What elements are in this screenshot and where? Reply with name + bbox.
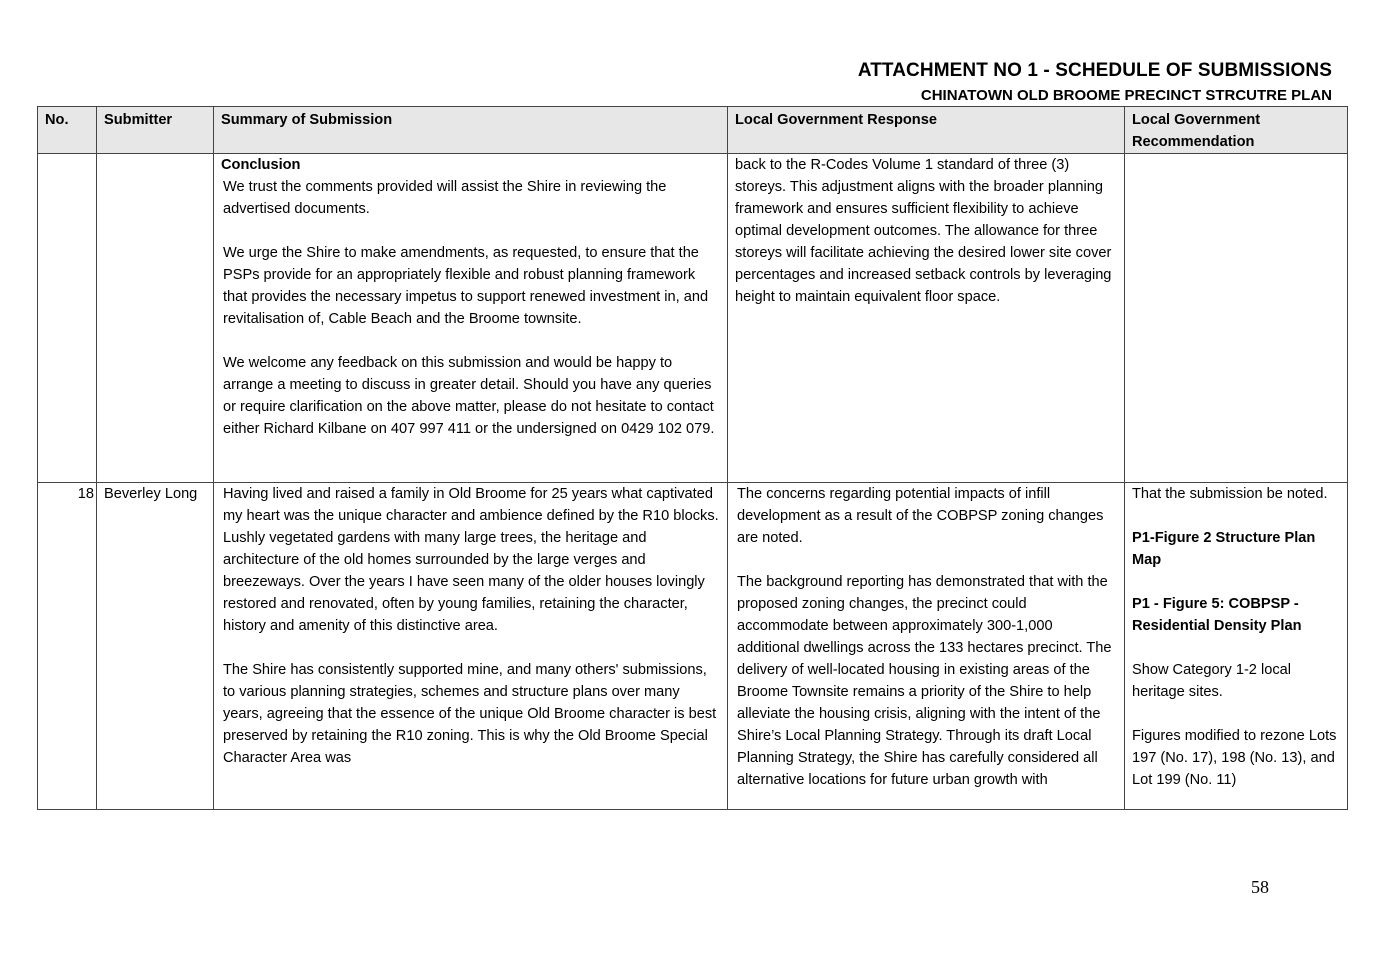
page-subtitle: CHINATOWN OLD BROOME PRECINCT STRCUTRE PLAN: [920, 87, 1332, 104]
column-header-summary: Summary of Submission: [214, 107, 728, 154]
recommendation-cell: [1125, 483, 1348, 810]
summary-paragraph: The Shire has consistently supported mine, and many others' submissions, to various planning strategies, schemes and structure plans over many years, agreeing that the essence of the unique Old Broome character is best preserved by retaining the R10 zoning. This is why the Old Broome Special Character Area was: [223, 662, 717, 766]
page-number: 58: [1251, 877, 1269, 897]
summary-cell: [214, 483, 728, 810]
response-paragraph: The concerns regarding potential impacts of infill development as a result of the COBPSP zoning changes are noted.: [737, 486, 1104, 546]
column-header-no: No.: [38, 107, 97, 154]
recommendation-cell: [1125, 154, 1348, 483]
submission-number-cell: [38, 154, 97, 483]
response-paragraph: The background reporting has demonstrated that with the proposed zoning changes, the precinct could accommodate between approximately 300-1,000 additional dwellings across the 133 hectares precinct. The delivery of well-located housing in existing areas of the Broome Townsite remains a priority of the Shire to help alleviate the housing crisis, aligning with the intent of the Shire’s Local Planning Strategy. Through its draft Local Planning Strategy, the Shire has carefully considered all alternative locations for future urban growth with: [737, 574, 1112, 788]
submitter-cell: Beverley Long: [97, 483, 214, 810]
column-header-submitter: Submitter: [97, 107, 214, 154]
response-cell: [728, 154, 1125, 483]
column-header-response: Local Government Response: [728, 107, 1125, 154]
summary-paragraph: We trust the comments provided will assist the Shire in reviewing the advertised documents.: [223, 179, 667, 217]
table-row: [38, 483, 1348, 810]
submission-number-cell: 18: [38, 483, 97, 810]
recommendation-paragraph: That the submission be noted.: [1132, 486, 1328, 502]
submissions-table: [37, 106, 1348, 810]
summary-paragraph: Having lived and raised a family in Old Broome for 25 years what captivated my heart was the unique character and ambience defined by the R10 blocks. Lushly vegetated gardens with many large trees, the heritage and architecture of the old homes surrounded by the large verges and breezeways. Over the years I have seen many of the older houses lovingly restored and renovated, often by young families, retaining the character, history and amenity of this distinctive area.: [223, 486, 719, 634]
summary-paragraph: We welcome any feedback on this submission and would be happy to arrange a meeting to discuss in greater detail. Should you have any queries or require clarification on the above matter, please do not hesitate to contact either Richard Kilbane on 407 997 411 or the undersigned on 0429 102 079.: [223, 355, 715, 437]
summary-heading: Conclusion: [221, 157, 301, 173]
recommendation-paragraph: P1-Figure 2 Structure Plan Map: [1132, 530, 1316, 568]
summary-paragraph: We urge the Shire to make amendments, as requested, to ensure that the PSPs provide for an appropriately flexible and robust planning framework that provides the necessary impetus to support renewed investment in, and revitalisation of, Cable Beach and the Broome townsite.: [223, 245, 709, 327]
recommendation-paragraph: Figures modified to rezone Lots 197 (No. 17), 198 (No. 13), and Lot 199 (No. 11): [1132, 728, 1337, 788]
submitter-cell: [97, 154, 214, 483]
table-row: [38, 154, 1348, 483]
recommendation-paragraph: P1 - Figure 5: COBPSP - Residential Density Plan: [1132, 596, 1302, 634]
table-header-row: [38, 107, 1348, 154]
response-cell: [728, 483, 1125, 810]
response-paragraph: back to the R-Codes Volume 1 standard of three (3) storeys. This adjustment aligns with the broader planning framework and ensures sufficient flexibility to achieve optimal development outcomes. The allowance for three storeys will facilitate achieving the desired lower site cover percentages and increased setback controls by leveraging height to maintain equivalent floor space.: [735, 157, 1112, 305]
column-header-recommendation: Local Government Recommendation: [1125, 107, 1348, 154]
page-title: ATTACHMENT NO 1 - SCHEDULE OF SUBMISSIONS: [857, 60, 1332, 81]
recommendation-paragraph: Show Category 1-2 local heritage sites.: [1132, 662, 1291, 700]
summary-cell: [214, 154, 728, 483]
